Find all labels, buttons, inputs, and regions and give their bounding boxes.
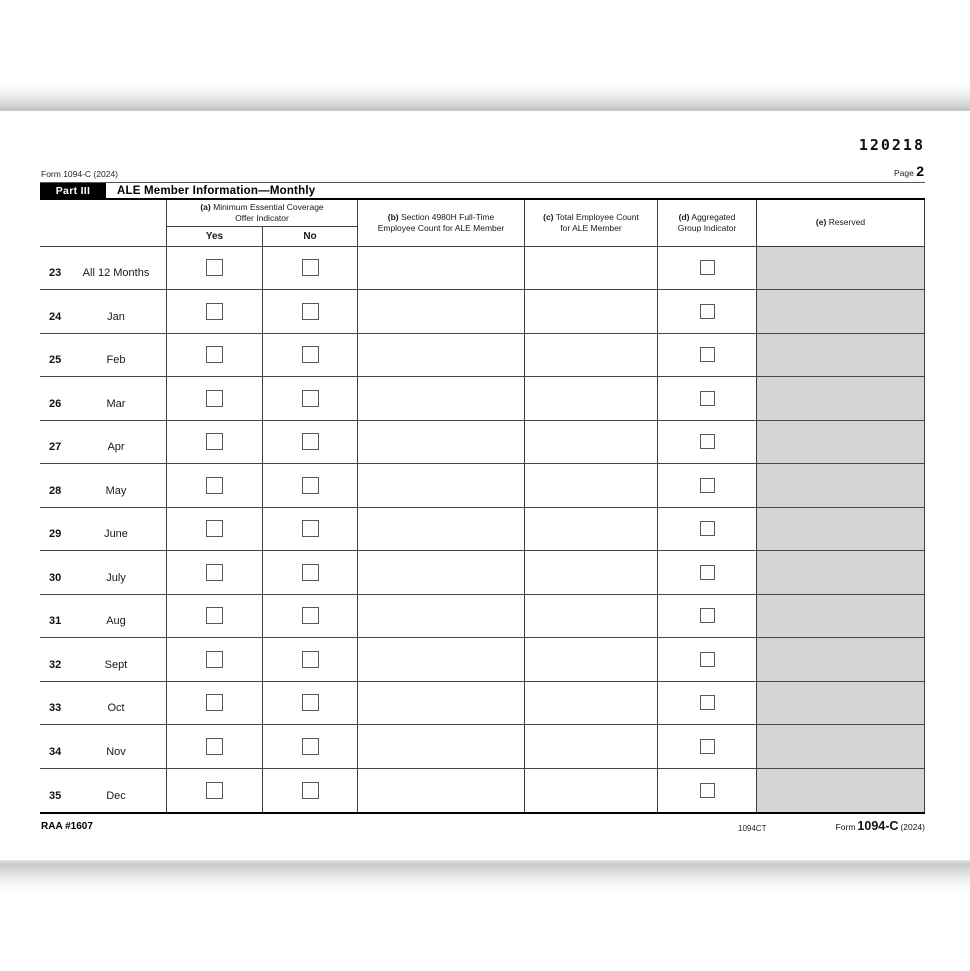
table-header-row [40,200,925,247]
column-a-line2: Offer Indicator [235,212,289,223]
month-label-cell [40,551,167,594]
mec-yes-checkbox[interactable] [206,782,223,799]
table-row [40,769,925,813]
page-number [894,163,924,179]
month-label: Nov [106,745,126,758]
fulltime-count-entry-cell[interactable] [358,551,525,594]
total-count-entry-cell[interactable] [525,421,658,464]
mec-no-checkbox[interactable] [302,564,319,581]
aggregated-group-checkbox[interactable] [700,565,715,580]
total-count-entry-cell[interactable] [525,638,658,681]
table-row [40,551,925,595]
footer-form-year: (2024) [900,822,925,832]
month-label: June [104,528,128,540]
part-iii-title: ALE Member Information—Monthly [117,184,316,197]
column-d-line2: Group Indicator [677,222,737,233]
part-iii-band [40,182,925,200]
aggregated-group-checkbox[interactable] [700,695,715,710]
footer-form-id [836,819,925,833]
mec-yes-cell [167,334,263,377]
mec-yes-cell [167,421,263,464]
mec-no-checkbox[interactable] [302,346,319,363]
form-id-label: Form 1094-C (2024) [41,169,119,179]
fulltime-count-entry-cell[interactable] [358,377,525,420]
table-row [40,508,925,552]
column-a-line1: Minimum Essential Coverage [213,202,324,212]
page-curl-shadow-top [0,84,970,111]
month-label-cell [40,508,167,551]
mec-yes-cell [167,377,263,420]
table-row [40,290,925,334]
month-label: Jan [107,310,125,323]
fulltime-count-entry-cell[interactable] [358,769,525,813]
mec-yes-cell [167,464,263,507]
column-c-line1: Total Employee Count [555,212,639,222]
mec-yes-cell [167,551,263,594]
month-label-cell [40,247,167,290]
mec-offer-cells [167,508,358,551]
table-row [40,725,925,769]
total-count-entry-cell[interactable] [525,595,658,638]
row-number: 25 [49,354,62,366]
column-c-line2: for ALE Member [560,222,622,233]
table-row [40,421,925,465]
row-number: 26 [49,397,62,410]
aggregated-group-checkbox[interactable] [700,783,715,798]
reserved-cell [757,508,925,551]
column-e-prefix: (e) [815,217,827,228]
column-b-line1: Section 4980H Full-Time [401,212,495,222]
row-number: 29 [49,528,62,540]
mec-yes-cell [167,682,263,725]
mec-no-checkbox[interactable] [302,477,319,494]
month-label: May [105,484,127,497]
page-number-value: 2 [916,163,924,179]
mec-yes-cell [167,725,263,768]
mec-no-cell [263,595,357,638]
aggregated-group-checkbox[interactable] [700,608,715,623]
column-d-prefix: (d) [678,212,690,222]
month-column-header [40,200,167,246]
month-label: Feb [106,354,126,366]
aggregated-group-checkbox[interactable] [700,739,715,754]
aggregated-group-cell [658,551,757,594]
row-number: 31 [49,615,62,627]
aggregated-group-cell [658,508,757,551]
aggregated-group-cell [658,725,757,768]
fulltime-count-entry-cell[interactable] [358,334,525,377]
mec-yes-checkbox[interactable] [206,477,223,494]
mec-no-cell [263,377,357,420]
part-iii-badge: Part III [40,183,106,198]
total-count-entry-cell[interactable] [525,334,658,377]
column-c-header [525,200,658,246]
table-row [40,334,925,378]
mec-yes-checkbox[interactable] [206,346,223,363]
month-label-cell [40,769,167,813]
row-number: 27 [49,441,62,453]
total-count-entry-cell[interactable] [525,464,658,507]
month-label: Oct [107,702,125,714]
mec-offer-cells [167,421,358,464]
column-a-group [167,200,358,246]
mec-offer-cells [167,377,358,420]
row-number: 30 [49,571,62,584]
fulltime-count-entry-cell[interactable] [358,638,525,681]
total-count-entry-cell[interactable] [525,508,658,551]
reserved-cell [757,725,925,768]
month-label-cell [40,638,167,681]
mec-no-checkbox[interactable] [302,782,319,799]
aggregated-group-checkbox[interactable] [700,521,715,536]
yes-column-header: Yes [167,227,263,246]
reserved-cell [757,638,925,681]
mec-no-checkbox[interactable] [302,390,319,407]
mec-yes-checkbox[interactable] [206,564,223,581]
fulltime-count-entry-cell[interactable] [358,508,525,551]
mec-no-cell [263,247,357,290]
total-count-entry-cell[interactable] [525,725,658,768]
column-c-prefix: (c) [543,212,554,222]
total-count-entry-cell[interactable] [525,769,658,813]
mec-offer-cells [167,464,358,507]
mec-no-cell [263,638,357,681]
month-label: Dec [106,790,126,802]
page-curl-shadow-bottom [0,860,970,890]
aggregated-group-cell [658,290,757,333]
month-label-cell [40,421,167,464]
mec-no-checkbox[interactable] [302,738,319,755]
column-d-header [658,200,757,246]
total-count-entry-cell[interactable] [525,551,658,594]
month-label-cell [40,464,167,507]
mec-no-cell [263,334,357,377]
column-b-prefix: (b) [387,212,399,222]
month-label: Aug [106,615,126,627]
row-number: 24 [49,310,62,323]
month-label: Sept [104,658,128,671]
footer-catalog-code: 1094CT [738,824,767,833]
aggregated-group-cell [658,421,757,464]
aggregated-group-cell [658,769,757,813]
month-label: Apr [107,441,125,453]
total-count-entry-cell[interactable] [525,377,658,420]
reserved-cell [757,290,925,333]
form-scan-code: 120218 [858,136,925,154]
table-row [40,464,925,508]
column-a-header [167,200,357,227]
mec-no-checkbox[interactable] [302,651,319,668]
column-e-header [757,200,925,246]
mec-yes-checkbox[interactable] [206,259,223,276]
aggregated-group-cell [658,595,757,638]
mec-no-cell [263,508,357,551]
mec-no-checkbox[interactable] [302,433,319,450]
total-count-entry-cell[interactable] [525,682,658,725]
mec-offer-cells [167,290,358,333]
aggregated-group-checkbox[interactable] [700,304,715,319]
mec-yes-checkbox[interactable] [206,694,223,711]
row-number: 32 [49,658,62,671]
mec-yes-cell [167,638,263,681]
reserved-cell [757,769,925,813]
mec-no-checkbox[interactable] [302,607,319,624]
table-row [40,682,925,726]
month-label: July [106,571,126,584]
month-label: All 12 Months [82,267,150,279]
month-label-cell [40,682,167,725]
column-b-line2: Employee Count for ALE Member [377,222,505,233]
mec-offer-cells [167,551,358,594]
mec-yes-checkbox[interactable] [206,738,223,755]
reserved-cell [757,377,925,420]
column-d-line1: Aggregated [691,212,736,222]
footer-raa-number: RAA #1607 [41,821,93,832]
aggregated-group-checkbox[interactable] [700,434,715,449]
aggregated-group-cell [658,334,757,377]
mec-no-checkbox[interactable] [302,303,319,320]
mec-no-cell [263,464,357,507]
reserved-cell [757,247,925,290]
mec-no-cell [263,725,357,768]
aggregated-group-checkbox[interactable] [700,260,715,275]
mec-yes-cell [167,247,263,290]
aggregated-group-cell [658,638,757,681]
page-word: Page [893,168,914,178]
fulltime-count-entry-cell[interactable] [358,290,525,333]
total-count-entry-cell[interactable] [525,247,658,290]
aggregated-group-checkbox[interactable] [700,391,715,406]
mec-offer-cells [167,638,358,681]
month-label-cell [40,334,167,377]
row-number: 28 [49,484,62,497]
mec-no-cell [263,769,357,813]
mec-offer-cells [167,769,358,813]
fulltime-count-entry-cell[interactable] [358,725,525,768]
fulltime-count-entry-cell[interactable] [358,464,525,507]
month-label-cell [40,725,167,768]
mec-no-checkbox[interactable] [302,259,319,276]
mec-offer-cells [167,334,358,377]
mec-yes-checkbox[interactable] [206,433,223,450]
month-label-cell [40,595,167,638]
footer-form-name: 1094-C [857,819,899,833]
mec-yes-cell [167,595,263,638]
mec-offer-cells [167,682,358,725]
aggregated-group-cell [658,682,757,725]
mec-yes-cell [167,769,263,813]
mec-offer-cells [167,247,358,290]
mec-no-cell [263,290,357,333]
reserved-cell [757,682,925,725]
table-row [40,247,925,291]
fulltime-count-entry-cell[interactable] [358,595,525,638]
aggregated-group-checkbox[interactable] [700,347,715,362]
fulltime-count-entry-cell[interactable] [358,247,525,290]
mec-yes-checkbox[interactable] [206,607,223,624]
month-label-cell [40,377,167,420]
mec-no-checkbox[interactable] [302,520,319,537]
mec-yes-checkbox[interactable] [206,390,223,407]
row-number: 33 [49,702,62,714]
aggregated-group-checkbox[interactable] [700,478,715,493]
yes-no-subheader [167,227,357,246]
reserved-cell [757,551,925,594]
reserved-cell [757,464,925,507]
month-label-cell [40,290,167,333]
mec-offer-cells [167,595,358,638]
total-count-entry-cell[interactable] [525,290,658,333]
aggregated-group-cell [658,377,757,420]
mec-yes-cell [167,508,263,551]
footer-form-word: Form [835,822,856,832]
column-e-line1: Reserved [828,217,866,228]
month-label: Mar [106,397,126,410]
no-column-header: No [303,230,317,242]
row-number: 23 [49,267,62,279]
table-row [40,638,925,682]
mec-no-cell [263,682,357,725]
fulltime-count-entry-cell[interactable] [358,682,525,725]
monthly-info-table [40,200,925,815]
mec-offer-cells [167,725,358,768]
table-row [40,377,925,421]
reserved-cell [757,595,925,638]
aggregated-group-checkbox[interactable] [700,652,715,667]
row-number: 35 [49,790,62,802]
reserved-cell [757,421,925,464]
mec-yes-checkbox[interactable] [206,303,223,320]
mec-yes-checkbox[interactable] [206,520,223,537]
reserved-cell [757,334,925,377]
fulltime-count-entry-cell[interactable] [358,421,525,464]
column-b-header [358,200,525,246]
column-a-prefix: (a) [200,202,211,212]
mec-yes-checkbox[interactable] [206,651,223,668]
mec-no-checkbox[interactable] [302,694,319,711]
table-row [40,595,925,639]
aggregated-group-cell [658,464,757,507]
row-number: 34 [49,745,62,758]
mec-no-cell [263,421,357,464]
mec-yes-cell [167,290,263,333]
table-body [40,247,925,813]
mec-no-cell [263,551,357,594]
aggregated-group-cell [658,247,757,290]
